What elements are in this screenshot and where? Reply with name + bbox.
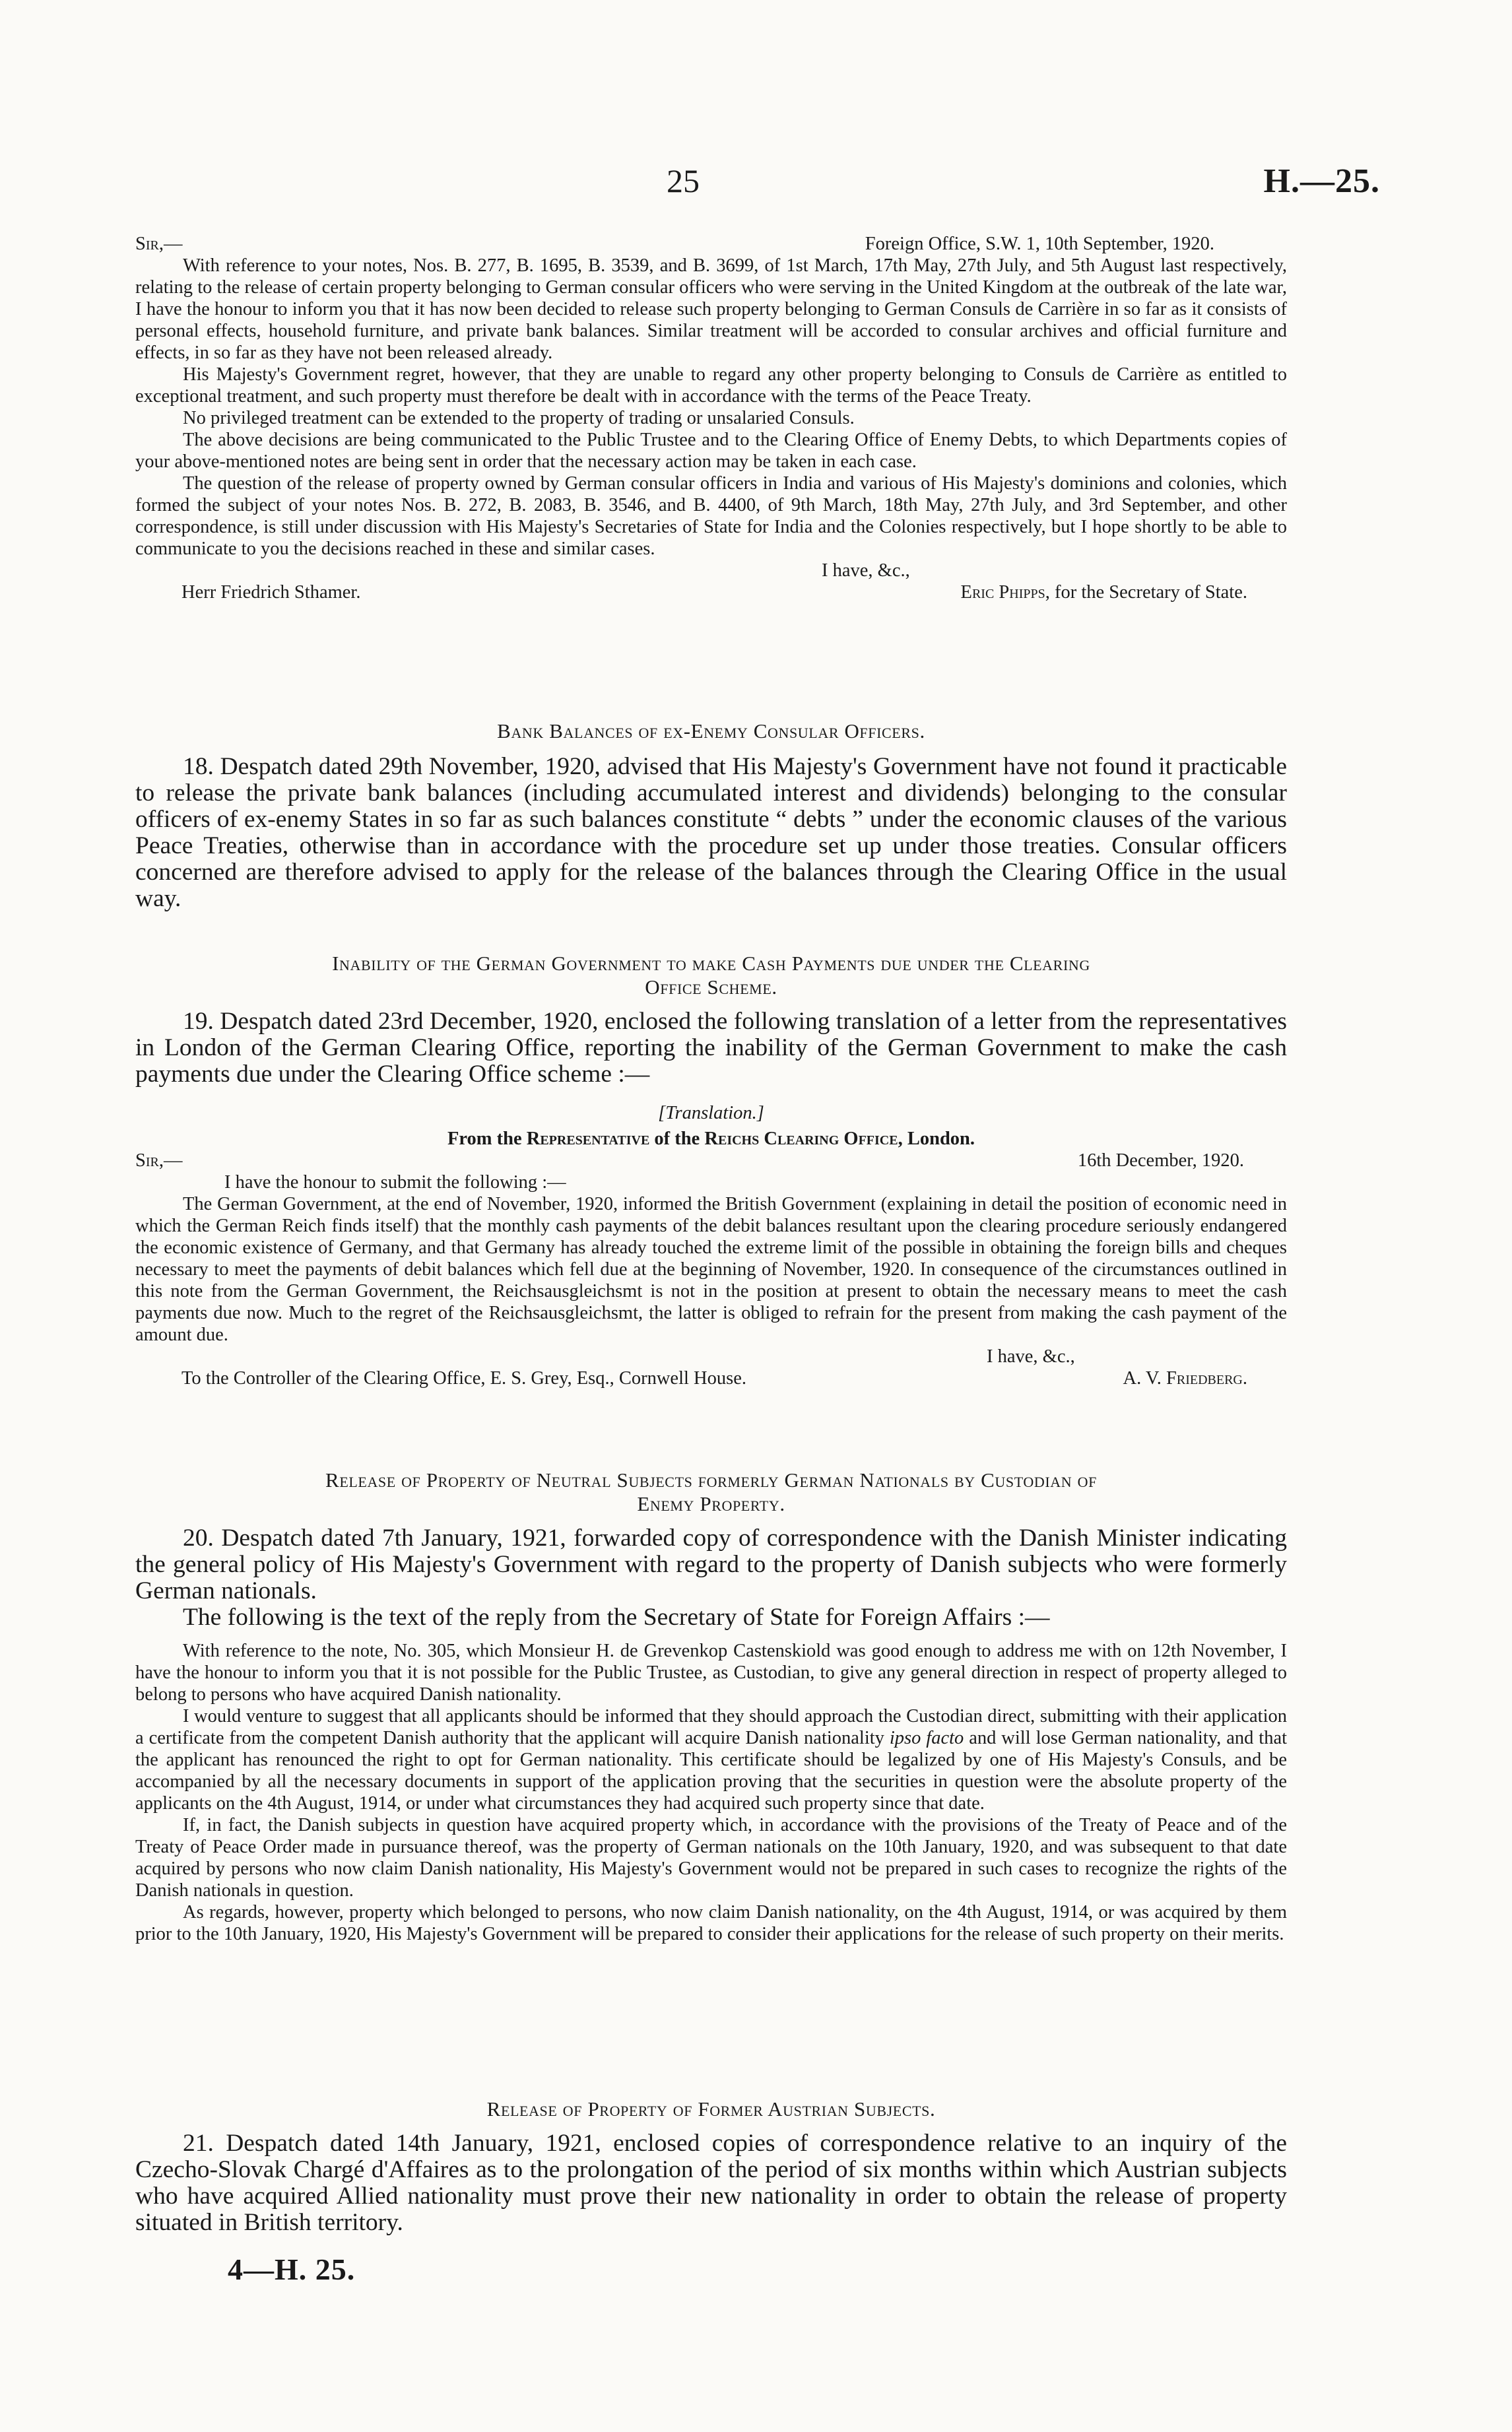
section-19-heading-line2: Office Scheme.	[645, 975, 777, 999]
letter-closing: I have, &c.,	[822, 560, 910, 581]
translation-label: [Translation.]	[658, 1103, 764, 1123]
translated-intro: I have the honour to submit the following :—	[224, 1172, 566, 1193]
translated-closing: I have, &c.,	[987, 1346, 1075, 1367]
reply-paragraph: If, in fact, the Danish subjects in question have acquired property which, in accordance with the provisions of the Treaty of Peace and of the Treaty of Peace Order made in pursuance thereof, was the property of German nationals on the 10th January, 1920, and was subsequent to that date acquired by persons who now claim Danish nationality, His Majesty's Government would not be prepared in such cases to recognize the rights of the Danish nationals in question.	[135, 1815, 1287, 1901]
reply-p2-text-b: and will lose German nationality, and that the applicant has renounced the right to opt for German nationality. This certificate should be legalized by one of His Majesty's Consuls, and be accompanied by all the necessary documents in support of the application proving that the securities in question were the absolute property of the applicants on the 4th August, 1914, or under what circumstances they had acquired such property since that date.	[135, 1728, 1288, 1814]
section-20-text-2: The following is the text of the reply from the Secretary of State for Foreign Affairs :—	[183, 1604, 1050, 1631]
letter-signature-row	[135, 581, 1287, 603]
document-reference: H.—25.	[1263, 162, 1380, 200]
reply-p2-italic: ipso facto	[889, 1728, 964, 1748]
page-number: 25	[667, 162, 700, 199]
section-18-heading: Bank Balances of ex-Enemy Consular Officers.	[497, 719, 925, 742]
letter-paragraph: With reference to your notes, Nos. B. 277, B. 1695, B. 3539, and B. 3699, of 1st March, 17th May, 27th July, and 5th August last respectively, relating to the release of certain property belonging to German consular officers who were serving in the United Kingdom at the outbreak of the late war, I have the honour to inform you that it has now been decided to release such property belonging to German Consuls de Carrière in so far as it consists of personal effects, household furniture, and private bank balances. Similar treatment will be accorded to consular archives and official furniture and effects, in so far as they have not been released already.	[135, 255, 1287, 363]
letter-paragraph: The question of the release of property owned by German consular officers in India and various of His Majesty's dominions and colonies, which formed the subject of your notes Nos. B. 272, B. 2083, B. 3546, and B. 4400, of 9th March, 18th May, 27th July, and 3rd September, and other correspondence, is still under discussion with His Majesty's Secretaries of State for India and the Colonies respectively, but I hope shortly to be able to communicate to you the decisions reached in these and similar cases.	[135, 473, 1287, 559]
translated-date: 16th December, 1920.	[1077, 1150, 1244, 1171]
letter-header-row	[135, 233, 1287, 255]
translated-body: The German Government, at the end of November, 1920, informed the British Government (explaining in detail the position of economic need in which the German Reich finds itself) that the monthly cash payments of the debit balances resultant upon the clearing procedure seriously endangered the economic existence of Germany, and that Germany has already touched the extreme limit of the possible in obtaining the foreign bills and cheques necessary to meet the payments of debit balances which fell due at the beginning of November, 1920. In consequence of the circumstances outlined in this note from the German Government, the Reichsausgleichsmt is not in the position at present to obtain the necessary means to meet the cash payments due now. Much to the regret of the Reichsausgleichsmt, the latter is obliged to refrain for the present from making the cash payment of the amount due.	[135, 1194, 1287, 1345]
translated-letter	[135, 1150, 1287, 1389]
letter-paragraph: No privileged treatment can be extended to the property of trading or unsalaried Consuls.	[183, 408, 855, 428]
reply-paragraph	[135, 1705, 1287, 1814]
translated-signature-row	[135, 1367, 1287, 1389]
letter-paragraph: His Majesty's Government regret, however, that they are unable to regard any other property belonging to Consuls de Carrière as entitled to exceptional treatment, and such property must therefore be dealt with in accordance with the terms of the Peace Treaty.	[135, 364, 1287, 407]
printer-signature: 4—H. 25.	[228, 2252, 356, 2286]
section-19-heading-line1: Inability of the German Government to make Cash Payments due under the Clearing	[332, 952, 1090, 975]
section-20-heading-line2: Enemy Property.	[637, 1492, 785, 1515]
section-21-heading: Release of Property of Former Austrian Subjects.	[486, 2097, 936, 2120]
page-header	[0, 162, 1512, 208]
letter-signatory	[961, 581, 1287, 603]
translated-letter-header	[135, 1150, 1287, 1171]
from-office: Reichs Clearing Office,	[704, 1129, 903, 1149]
section-20-heading-line1: Release of Property of Neutral Subjects formerly German Nationals by Custodian of	[325, 1468, 1097, 1492]
section-20-text: 20. Despatch dated 7th January, 1921, forwarded copy of correspondence with the Danish Minister indicating the general policy of His Majesty's Government with regard to the property of Danish subjects who were formerly German nationals.	[135, 1525, 1287, 1604]
section-18-text: 18. Despatch dated 29th November, 1920, advised that His Majesty's Government have not found it practicable to release the private bank balances (including accumulated interest and dividends) belonging to the consular officers of ex-enemy States in so far as such balances constitute “ debts ” under the economic clauses of the various Peace Treaties, otherwise than in accordance with the procedure set up under those treaties. Consular officers concerned are therefore advised to apply for the release of the balances through the Clearing Office in the usual way.	[135, 753, 1287, 912]
reply-paragraph: With reference to the note, No. 305, which Monsieur H. de Grevenkop Castenskiold was good enough to address me with on 12th November, I have the honour to inform you that it is not possible for the Public Trustee, as Custodian, to give any general direction in respect of property alleged to belong to persons who have acquired Danish nationality.	[135, 1641, 1287, 1705]
section-21-text: 21. Despatch dated 14th January, 1921, enclosed copies of correspondence relative to an inquiry of the Czecho-Slovak Chargé d'Affaires as to the prolongation of the period of six months within which Austrian subjects who have acquired Allied nationality must prove their new nationality in order to obtain the release of property situated in British territory.	[135, 2130, 1287, 2236]
letter-paragraph: The above decisions are being communicated to the Public Trustee and to the Clearing Office of Enemy Debts, to which Departments copies of your above-mentioned notes are being sent in order that the necessary action may be taken in each case.	[135, 430, 1287, 472]
foreign-affairs-reply	[135, 1640, 1287, 1945]
from-prefix: From the	[447, 1129, 522, 1149]
section-19	[135, 952, 1287, 1389]
letter-salutation: Sir,—	[135, 234, 183, 254]
from-representative: Representative	[526, 1129, 650, 1149]
section-19-text: 19. Despatch dated 23rd December, 1920, enclosed the following translation of a letter from the representatives in London of the German Clearing Office, reporting the inability of the German Government to make the cash payments due under the Clearing Office scheme :—	[135, 1008, 1287, 1088]
section-20	[135, 1468, 1287, 1945]
translated-to-line: To the Controller of the Clearing Office, E. S. Grey, Esq., Cornwell House.	[181, 1368, 746, 1389]
section-21	[135, 2097, 1287, 2236]
signatory-role: for the Secretary of State.	[1055, 582, 1247, 603]
letter-place-date: Foreign Office, S.W. 1, 10th September, 1920.	[865, 234, 1214, 254]
translated-signatory: A. V. Friedberg.	[1123, 1368, 1247, 1389]
foreign-office-letter	[135, 233, 1287, 603]
reply-paragraph: As regards, however, property which belonged to persons, who now claim Danish nationality, on the 4th August, 1914, or was acquired by them prior to the 10th January, 1920, His Majesty's Government will be prepared to consider their applications for the release of such property on their merits.	[135, 1902, 1287, 1944]
letter-addressee: Herr Friedrich Sthamer.	[181, 582, 361, 603]
signatory-name: Eric Phipps,	[960, 582, 1050, 603]
reply-p2-text-a: I would venture to suggest that all applicants should be informed that they should approach the Custodian direct, submitting with their application a certificate from the competent Danish authority that the applicant will acquire Danish nationality	[135, 1706, 1287, 1748]
section-18	[135, 719, 1287, 912]
from-city: London.	[907, 1129, 975, 1149]
from-mid: of the	[654, 1129, 700, 1149]
translation-from-line	[135, 1128, 1287, 1150]
translated-salutation: Sir,—	[135, 1150, 183, 1171]
